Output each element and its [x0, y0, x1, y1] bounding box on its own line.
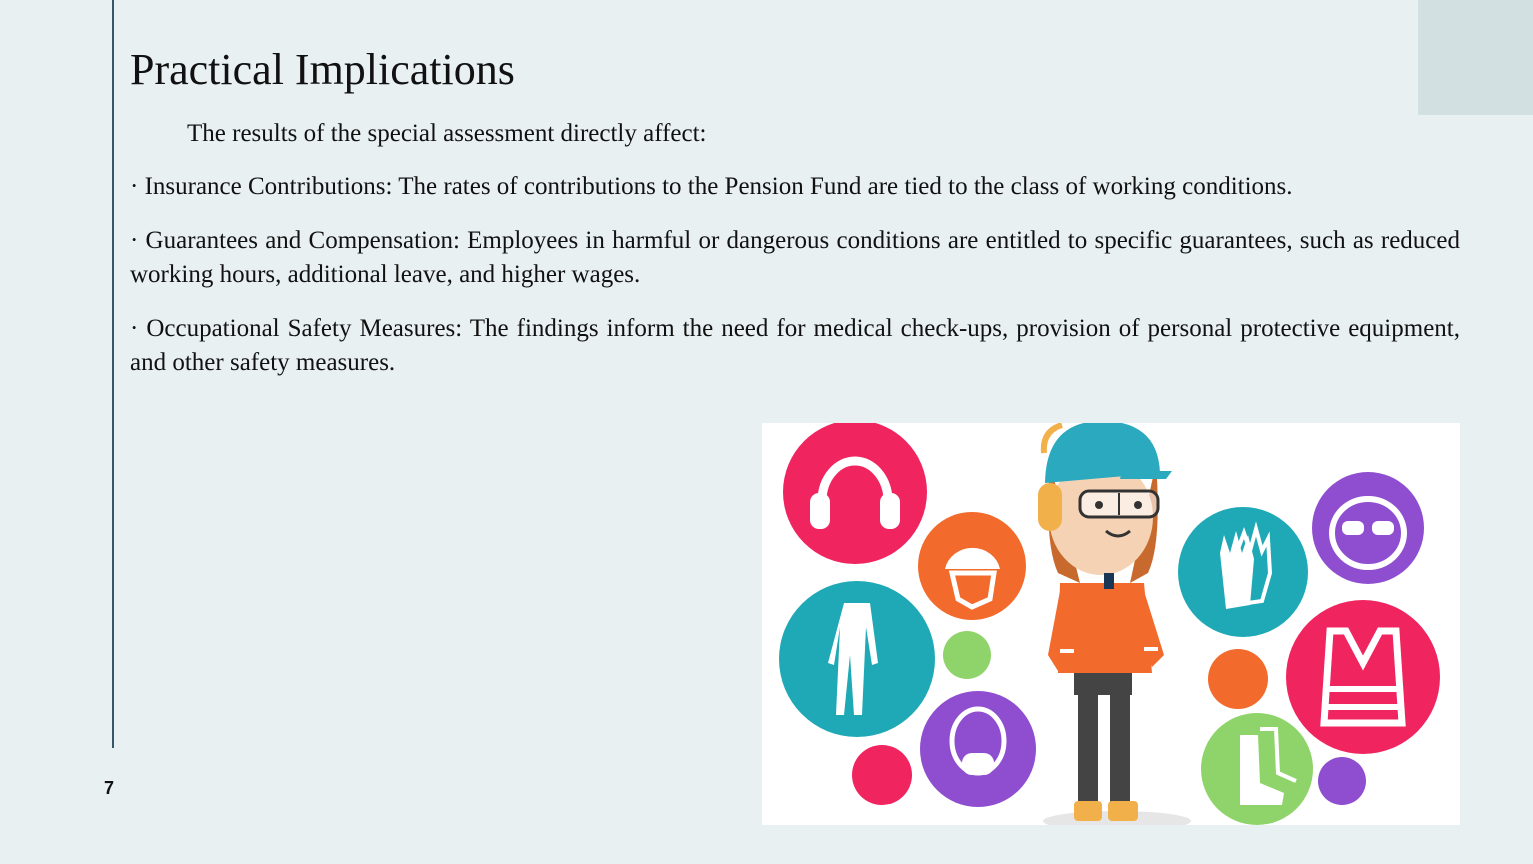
page-number: 7: [104, 778, 115, 798]
safety-boots-icon: [1201, 713, 1313, 825]
left-accent-rule: [112, 0, 114, 748]
bullet-guarantees-compensation: · Guarantees and Compensation: Employees in harmful or dangerous conditions are entitled to specific guarantees, such as reduced working hours, additional leave, and higher wages.: [130, 227, 1460, 288]
corner-decoration: [1418, 0, 1533, 115]
intro-text: The results of the special assessment directly affect:: [187, 120, 707, 147]
bullet-insurance-contributions: · Insurance Contributions: The rates of contributions to the Pension Fund are tied to the class of working conditions.: [130, 173, 1293, 200]
slide-title: Practical Implications: [130, 45, 515, 94]
coverall-icon: [779, 581, 935, 737]
bullet-occupational-safety: · Occupational Safety Measures: The findings inform the need for medical check-ups, provision of personal protective equipment, and other safety measures.: [130, 315, 1460, 376]
ppe-illustration: [762, 423, 1460, 825]
bullet-list: [130, 170, 1460, 400]
hi-vis-vest-icon: [1286, 600, 1440, 754]
gloves-icon: [1178, 507, 1308, 637]
safety-glasses-icon: [1312, 472, 1424, 584]
ear-protection-icon: [783, 423, 927, 564]
worker-figure-icon: [1038, 423, 1191, 825]
respirator-icon: [920, 691, 1036, 807]
hard-hat-icon: [918, 512, 1026, 620]
